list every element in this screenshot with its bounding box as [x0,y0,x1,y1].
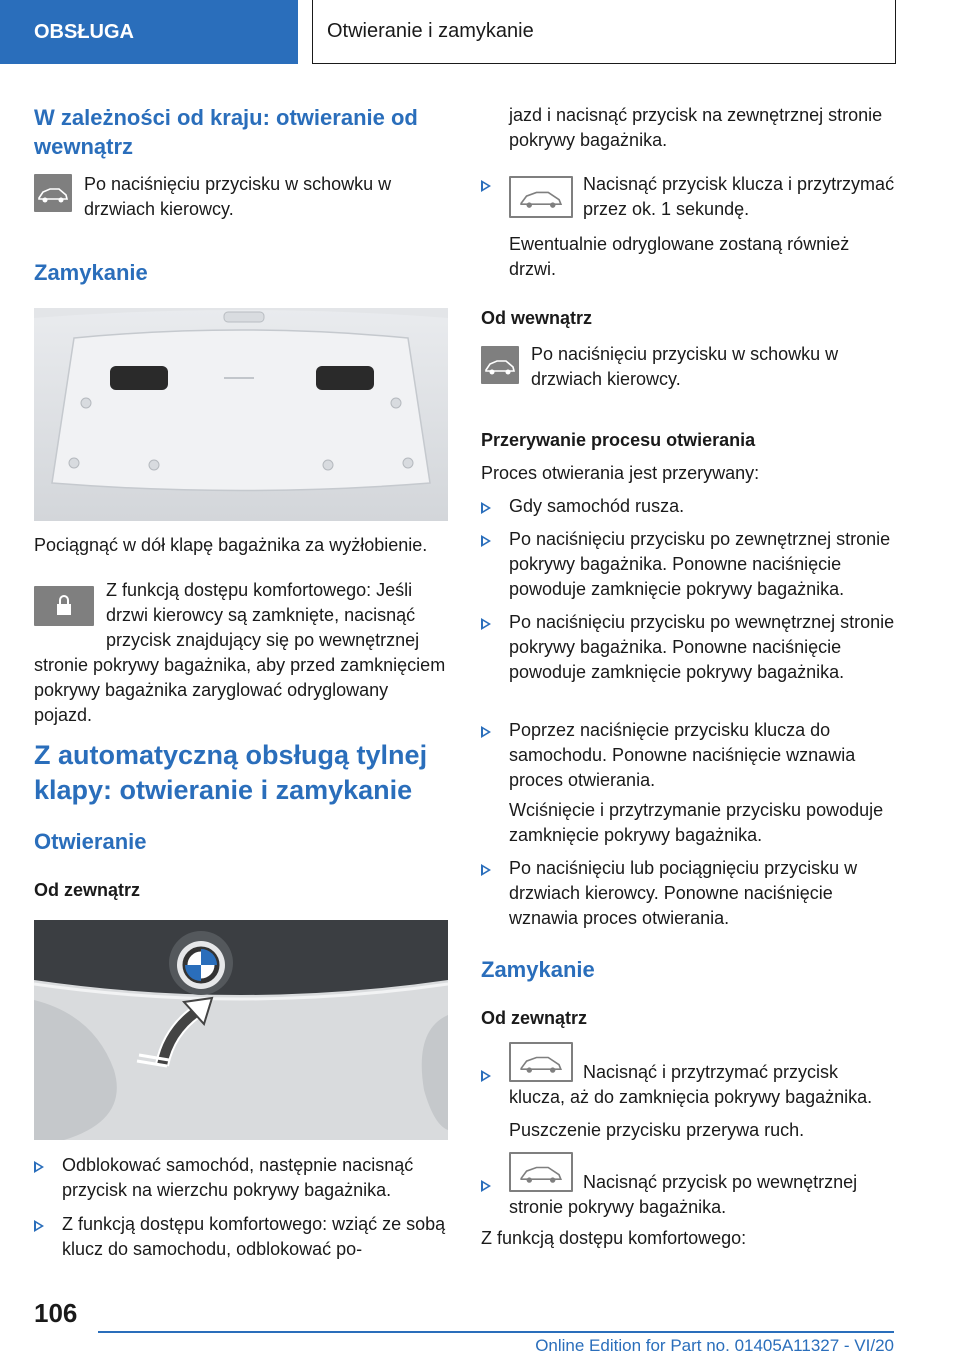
list-item: Po naciśnięciu przycisku po zewnętrznej stronie pokrywy bagażnika. Ponowne naciśnięcie powoduje zamknięcie pokrywy bagażnika. [481,527,896,602]
trunk-button-image [34,920,448,1140]
list-item: Po naciśnięciu przycisku po wewnętrznej stronie pokrywy bagażnika. Ponowne naciśnięcie powoduje zamknięcie pokrywy bagażnika. [481,610,896,685]
car-remote-icon [509,1042,573,1082]
heading-interrupt: Przerywanie procesu otwierania [481,430,756,450]
release-text: Puszczenie przycisku przerywa ruch. [509,1120,805,1140]
list-item: Odblokować samochód, następnie nacisnąć przycisk na wierzchu pokrywy bagażnika. [34,1153,448,1203]
list-item: Gdy samochód rusza. [481,494,896,519]
car-key-icon [481,346,519,384]
hold-text: Wciśnięcie i przytrzymanie przycisku powoduje zamknięcie pokrywy bagażnika. [509,800,884,845]
inside-note [481,342,896,392]
triangle-bullet-icon [481,864,491,876]
country-note [34,172,448,222]
list-item: Nacisnąć i przytrzymać przycisk klucza, aż do zamknięcia pokrywy bagażnika. [481,1042,896,1110]
triangle-bullet-icon [481,618,491,630]
heading-inside: Od wewnątrz [481,308,593,328]
edition-text: Online Edition for Part no. 01405A11327 - VI/20 [535,1336,894,1355]
inside-text: Po naciśnięciu przycisku w schowku w drzwiach kierowcy. [531,344,839,389]
list-item: Z funkcją dostępu komfortowego: wziąć ze sobą klucz do samochodu, odblokować po- [34,1212,448,1262]
list-item: Nacisnąć przycisk po wewnętrznej stronie pokrywy bagażnika. [481,1152,896,1220]
country-text: Po naciśnięciu przycisku w schowku w drzwiach kierowcy. [84,174,392,219]
heading-outside: Od zewnątrz [34,880,141,900]
chapter-tab [312,0,896,64]
heading-country: W zależności od kraju: otwieranie od wewnątrz [34,105,418,159]
car-key-icon [34,174,72,212]
triangle-bullet-icon [481,180,491,192]
section-tab [0,0,298,64]
car-remote-icon [509,176,573,218]
lock-icon [34,586,94,626]
triangle-bullet-icon [34,1161,44,1173]
comfort-text: Z funkcją dostępu komfortowego: Jeśli drzwi kierowcy są zamknięte, nacisnąć przycisk znajdujący się po wewnętrznej stronie pokrywy bagażnika, aby przed zamknięciem pokrywy bagażnika zaryglować odryglowany pojazd. [34,580,446,725]
heading-auto-tailgate: Z automatyczną obsługą tylnej klapy: otwieranie i zamykanie [34,740,428,805]
triangle-bullet-icon [481,535,491,547]
triangle-bullet-icon [481,1180,491,1192]
car-remote-icon [509,1152,573,1192]
triangle-bullet-icon [481,1070,491,1082]
comfort-note [34,578,448,728]
heading-opening: Otwieranie [34,829,147,854]
footer-divider [98,1331,894,1333]
pull-text: Pociągnąć w dół klapę bagażnika za wyżłobienie. [34,535,428,555]
comfort-text-right: Z funkcją dostępu komfortowego: [481,1228,747,1248]
interrupt-text: Proces otwierania jest przerywany: [481,463,760,483]
list-item: Nacisnąć przycisk klucza i przytrzymać przez ok. 1 sekundę. [481,172,896,222]
heading-closing-right: Zamykanie [481,957,595,982]
section-label: OBSŁUGA [34,20,134,43]
doors-text: Ewentualnie odryglowane zostaną również drzwi. [509,234,850,279]
list-item: Po naciśnięciu lub pociągnięciu przycisku w drzwiach kierowcy. Ponowne naciśnięcie wznawia proces otwierania. [481,856,896,931]
continued-text: jazd i nacisnąć przycisk na zewnętrznej stronie pokrywy bagażnika. [509,105,883,150]
triangle-bullet-icon [481,502,491,514]
heading-closing: Zamykanie [34,260,148,285]
heading-outside-right: Od zewnątrz [481,1008,588,1028]
triangle-bullet-icon [34,1220,44,1232]
triangle-bullet-icon [481,726,491,738]
trunk-lid-inner-image [34,308,448,521]
chapter-label: Otwieranie i zamykanie [327,20,534,42]
page-number: 106 [34,1298,78,1328]
list-item: Poprzez naciśnięcie przycisku klucza do samochodu. Ponowne naciśnięcie wznawia proces otwierania. [481,718,896,793]
